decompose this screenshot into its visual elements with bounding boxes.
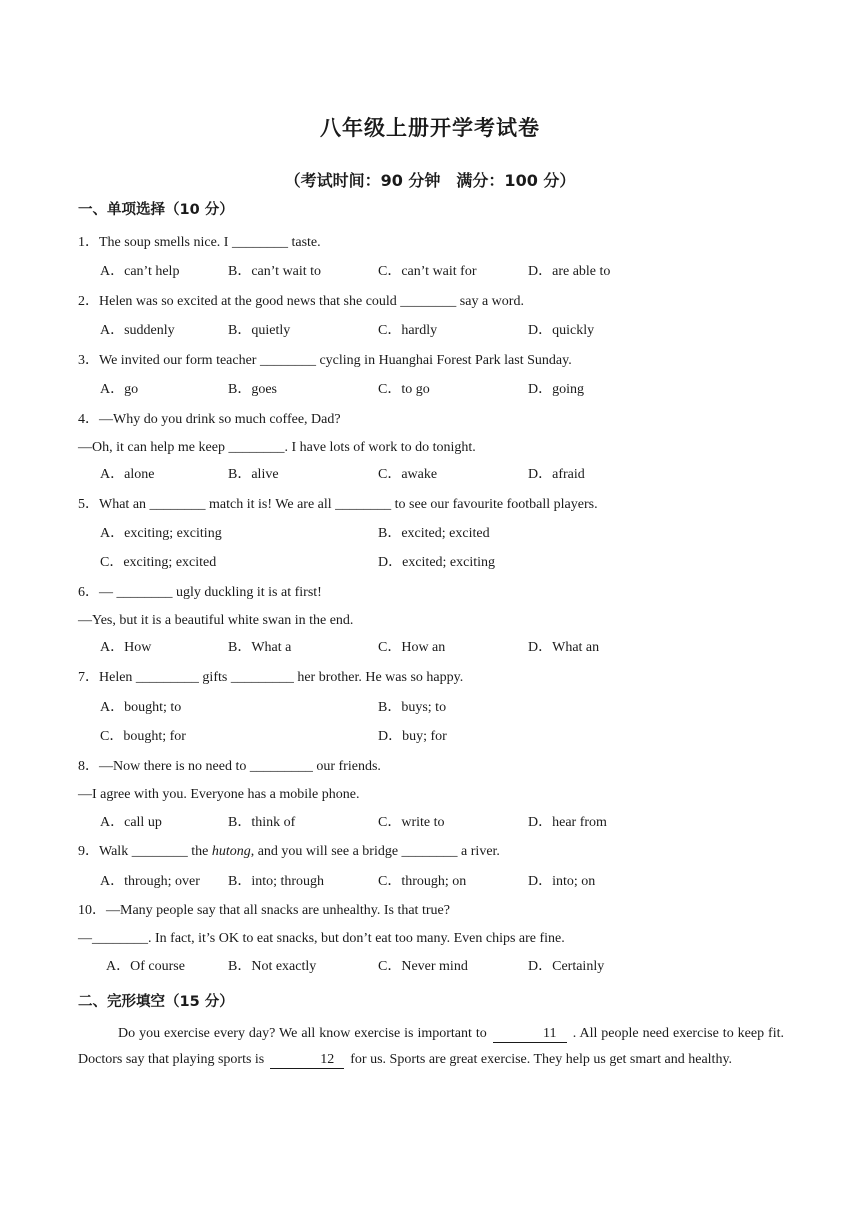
q5-option-a: A．exciting; exciting [100,526,222,541]
q6-option-c: C．How an [378,640,446,655]
q9-option-d: D．into; on [528,874,596,889]
page-title: 八年级上册开学考试卷 [320,116,540,140]
q7-option-b: B．buys; to [378,700,447,715]
question-9-italic-word: hutong [211,844,251,859]
q5-option-c: C．exciting; excited [100,555,217,570]
q10-option-b: B．Not exactly [228,959,317,974]
q2-option-a: A．suddenly [100,323,175,338]
q8-option-a: A．call up [100,815,162,830]
question-9-part1: 9．Walk ________ the [78,844,212,859]
question-1: 1．The soup smells nice. I ________ taste. [78,235,321,250]
q7-option-c: C．bought; for [100,729,186,744]
q10-option-c: C．Never mind [378,959,468,974]
q8-option-c: C．write to [378,815,445,830]
q1-option-c: C．can’t wait for [378,264,477,279]
section-heading-single-choice: 一、单项选择（10 分） [78,202,234,218]
q6-option-d: D．What an [528,640,600,655]
q3-option-d: D．going [528,382,584,397]
q4-option-c: C．awake [378,467,438,482]
q4-option-d: D．afraid [528,467,585,482]
passage-part3: for us. Sports are great exercise. They help us get smart and healthy. [350,1052,733,1067]
q10-option-d: D．Certainly [528,959,605,974]
q8-option-b: B．think of [228,815,296,830]
exam-info: （考试时间：90 分钟 满分：100 分） [284,171,576,190]
question-9-part2: , and you will see a bridge ________ a river. [250,844,500,859]
q6-option-a: A．How [100,640,152,655]
question-10: 10．—Many people say that all snacks are unhealthy. Is that true? [78,903,450,918]
q1-option-d: D．are able to [528,264,611,279]
question-7: 7．Helen _________ gifts _________ her brother. He was so happy. [78,670,464,685]
q1-option-b: B．can’t wait to [228,264,322,279]
q3-option-c: C．to go [378,382,430,397]
cloze-passage [78,1021,784,1073]
question-6: 6．— ________ ugly duckling it is at first! [78,585,322,600]
question-5: 5．What an ________ match it is! We are all ________ to see our favourite football players. [78,497,598,512]
q9-option-b: B．into; through [228,874,325,889]
q6-option-b: B．What a [228,640,292,655]
q9-option-a: A．through; over [100,874,200,889]
blank-11: 11 [493,1026,567,1043]
question-4-reply: —Oh, it can help me keep ________. I have lots of work to do tonight. [78,440,476,455]
q4-option-b: B．alive [228,467,279,482]
q3-option-a: A．go [100,382,139,397]
q1-option-a: A．can’t help [100,264,180,279]
q3-option-b: B．goes [228,382,277,397]
q5-option-b: B．excited; excited [378,526,490,541]
passage-part1: Do you exercise every day? We all know exercise is important to [118,1026,487,1041]
question-6-reply: —Yes, but it is a beautiful white swan in the end. [78,613,354,628]
q10-option-a: A．Of course [106,959,185,974]
q7-option-a: A．bought; to [100,700,182,715]
question-10-reply: —________. In fact, it’s OK to eat snacks, but don’t eat too many. Even chips are fine. [78,931,565,946]
q4-option-a: A．alone [100,467,155,482]
blank-12: 12 [270,1052,344,1069]
question-9 [78,843,500,861]
q5-option-d: D．excited; exciting [378,555,496,570]
q7-option-d: D．buy; for [378,729,447,744]
q9-option-c: C．through; on [378,874,467,889]
question-8: 8．—Now there is no need to _________ our friends. [78,759,381,774]
q8-option-d: D．hear from [528,815,607,830]
q2-option-d: D．quickly [528,323,595,338]
q2-option-c: C．hardly [378,323,438,338]
question-2: 2．Helen was so excited at the good news that she could ________ say a word. [78,294,524,309]
question-8-reply: —I agree with you. Everyone has a mobile phone. [78,787,360,802]
question-4: 4．—Why do you drink so much coffee, Dad? [78,412,341,427]
section-heading-cloze: 二、完形填空（15 分） [78,994,234,1010]
passage-part2: . All people need exercise to keep fit. Doctors say that playing sports is [78,1026,784,1067]
question-3: 3．We invited our form teacher ________ cycling in Huanghai Forest Park last Sunday. [78,353,572,368]
q2-option-b: B．quietly [228,323,291,338]
